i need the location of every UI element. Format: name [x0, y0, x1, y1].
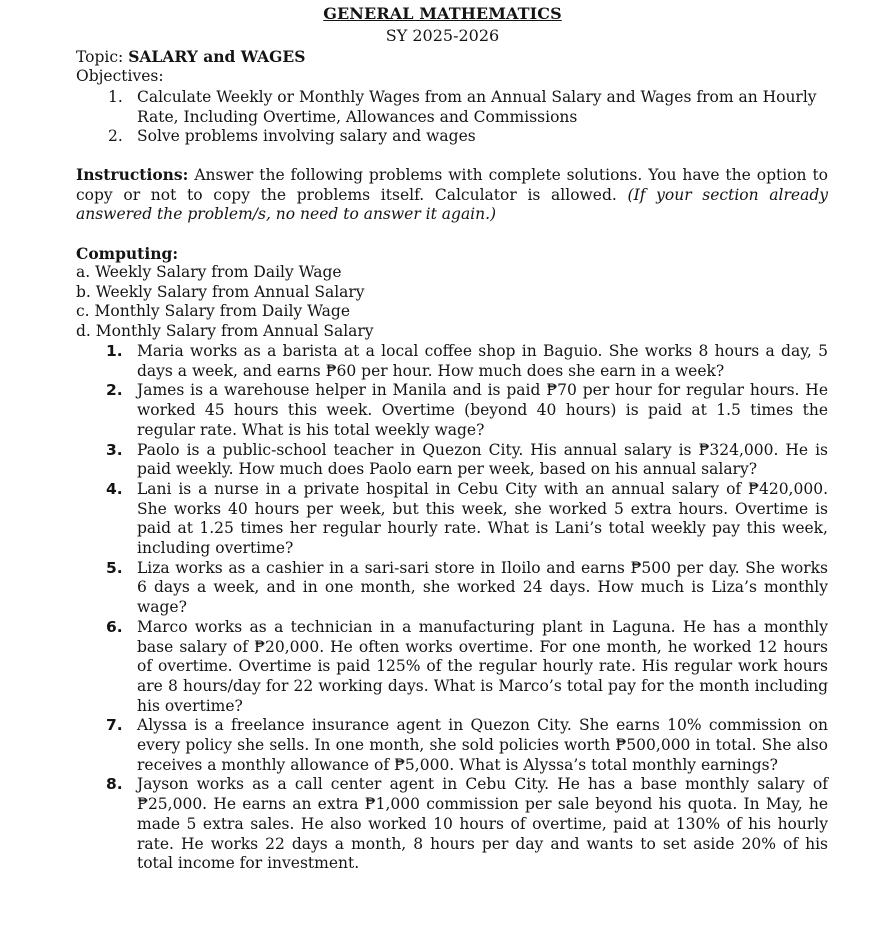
topic-label: Topic: [76, 48, 129, 66]
instructions-label: Instructions: [76, 165, 189, 184]
problem-item [76, 342, 828, 381]
problem-text: James is a warehouse helper in Manila and is paid ₱70 per hour for regular hours. He worked 45 hours this week. Overtime (beyond 40 hours) is paid at 1.5 times the regular rate. What is his total weekly wage? [137, 381, 828, 439]
computing-item: b. Weekly Salary from Annual Salary [76, 282, 365, 301]
problem-item [76, 381, 828, 440]
problem-item [76, 775, 828, 874]
problem-item [76, 480, 828, 559]
objectives-label: Objectives: [76, 67, 164, 85]
instructions-note: (If your section already answered the problem/s, no need to answer it again.) [76, 185, 828, 224]
problem-item [76, 559, 828, 618]
problem-text: Liza works as a cashier in a sari-sari store in Iloilo and earns ₱500 per day. She works 6 days a week, and in one month, she worked 24 days. How much is Liza’s monthly wage? [137, 558, 828, 617]
objective-number: 2. [108, 127, 123, 146]
problem-text: Paolo is a public-school teacher in Quezon City. His annual salary is ₱324,000. He is paid weekly. How much does Paolo earn per week, based on his annual salary? [137, 440, 828, 479]
objective-item [76, 88, 828, 127]
problem-number: 4. [106, 479, 123, 498]
problem-text: Lani is a nurse in a private hospital in Cebu City with an annual salary of ₱420,000. She works 40 hours per week, but this week, she worked 5 extra hours. Overtime is paid at 1.25 times her regular hourly rate. What is Lani’s total weekly pay this week, including overtime? [137, 479, 828, 558]
problem-item [76, 618, 828, 717]
problem-number: 6. [106, 617, 123, 636]
objective-item [76, 127, 828, 147]
topic-line [76, 47, 828, 68]
document-title: GENERAL MATHEMATICS [323, 4, 562, 23]
instructions-text: Answer the following problems with complete solutions. You have the option to copy or not to copy the problems itself. Calculator is allowed. [76, 166, 828, 204]
problem-number: 3. [106, 440, 123, 459]
problem-text: Marco works as a technician in a manufacturing plant in Laguna. He has a monthly base salary of ₱20,000. He often works overtime. For one month, he worked 12 hours of overtime. Overtime is paid 125% of the regular hourly rate. His regular work hours are 8 hours/day for 22 working days. What is Marco’s total pay for the month including his overtime? [137, 617, 828, 715]
problem-number: 8. [106, 775, 123, 794]
problem-number: 2. [106, 381, 123, 400]
problem-number: 7. [106, 716, 123, 735]
problem-text: Jayson works as a call center agent in Cebu City. He has a base monthly salary of ₱25,000. He earns an extra ₱1,000 commission per sale beyond his quota. In May, he made 5 extra sales. He also worked 10 hours of overtime, paid at 130% of his hourly rate. He works 22 days a month, 8 hours per day and wants to set aside 20% of his total income for investment. [137, 775, 828, 873]
problem-text: Maria works as a barista at a local coffee shop in Baguio. She works 8 hours a day, 5 days a week, and earns ₱60 per hour. How much does she earn in a week? [137, 342, 828, 380]
school-year: SY 2025-2026 [385, 26, 500, 45]
objective-text: Solve problems involving salary and wages [137, 127, 476, 146]
computing-item: c. Monthly Salary from Daily Wage [76, 302, 351, 321]
objective-number: 1. [108, 88, 123, 106]
computing-item: d. Monthly Salary from Annual Salary [76, 322, 374, 341]
instructions-paragraph [76, 165, 828, 225]
objective-text: Calculate Weekly or Monthly Wages from an Annual Salary and Wages from an Hourly Rate, Including Overtime, Allowances and Commissions [137, 88, 817, 126]
problem-number: 5. [106, 558, 123, 577]
objectives-list [76, 88, 828, 147]
computing-heading: Computing: [76, 244, 179, 263]
problem-text: Alyssa is a freelance insurance agent in Quezon City. She earns 10% commission on every policy she sells. In one month, she sold policies worth ₱500,000 in total. She also receives a monthly allowance of ₱5,000. What is Alyssa’s total monthly earnings? [137, 716, 828, 774]
problem-item [76, 441, 828, 480]
problem-number: 1. [106, 342, 123, 360]
topic-value: SALARY and WAGES [128, 47, 306, 66]
problem-item [76, 716, 828, 775]
computing-list [76, 263, 828, 342]
problems-list [76, 342, 828, 874]
computing-item: a. Weekly Salary from Daily Wage [76, 263, 342, 281]
